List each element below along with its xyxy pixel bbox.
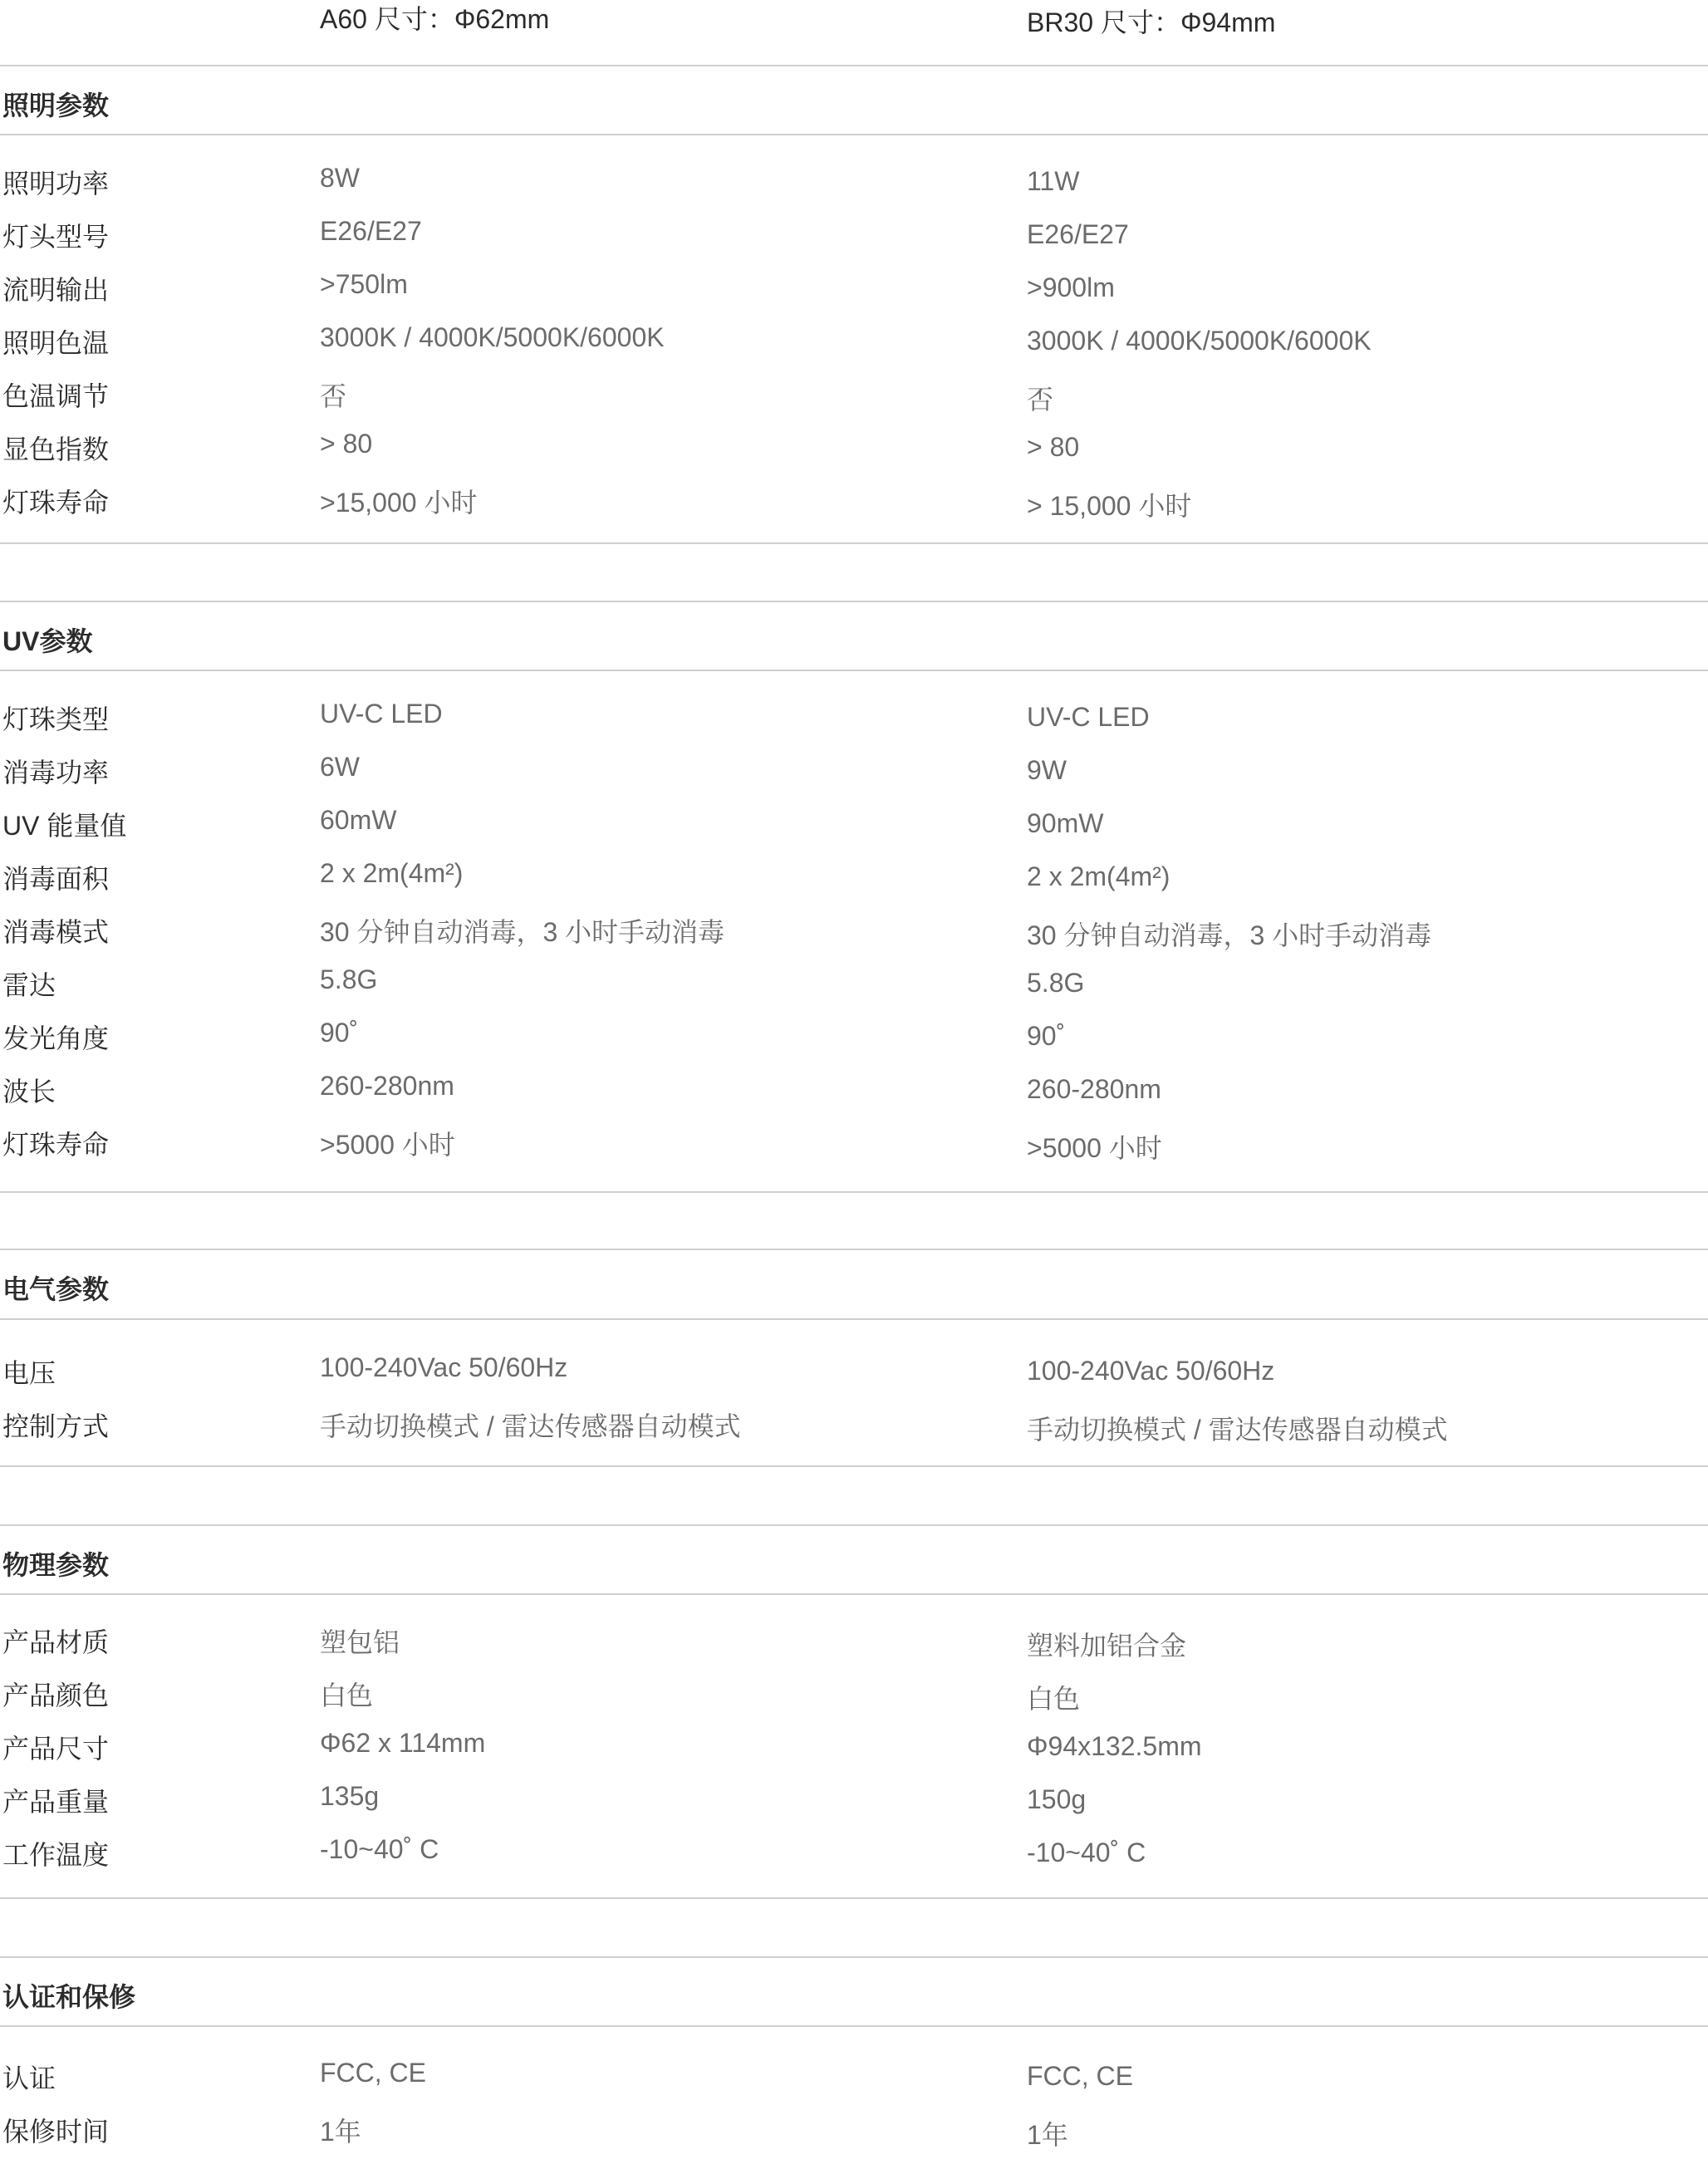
spec-value-a: >5000 小时 <box>320 1130 455 1160</box>
model-header <box>0 0 1708 66</box>
spec-value-b: 1年 <box>1027 2120 1068 2150</box>
spec-value-a: 260-280nm <box>320 1071 454 1101</box>
spec-label: 发光角度 <box>2 1023 110 1053</box>
spec-row <box>0 375 1708 429</box>
model-b-size: BR30 尺寸：Φ94mm <box>1027 7 1276 37</box>
spec-value-b: 5.8G <box>1027 968 1085 998</box>
spec-label: 产品材质 <box>2 1627 110 1657</box>
spec-row <box>0 964 1708 1018</box>
divider <box>0 1249 1708 1250</box>
model-a-size: A60 尺寸：Φ62mm <box>320 4 550 34</box>
spec-value-b: 2 x 2m(4m²) <box>1027 861 1171 891</box>
spec-row <box>0 1675 1708 1728</box>
spec-value-b: 100-240Vac 50/60Hz <box>1027 1356 1275 1386</box>
spec-value-a: 3000K / 4000K/5000K/6000K <box>320 322 665 352</box>
spec-row <box>0 805 1708 858</box>
spec-value-b: 3000K / 4000K/5000K/6000K <box>1027 326 1372 356</box>
spec-label: 电压 <box>2 1358 56 1388</box>
spec-label: 消毒模式 <box>2 917 110 947</box>
spec-value-a: Φ62 x 114mm <box>320 1728 486 1758</box>
spec-label: 消毒面积 <box>2 864 110 894</box>
divider <box>0 1318 1708 1320</box>
spec-label: 雷达 <box>2 970 56 1000</box>
spec-row <box>0 216 1708 269</box>
spec-value-b: -10~40˚ C <box>1027 1838 1146 1867</box>
spec-value-a: UV-C LED <box>320 699 443 729</box>
spec-value-b: 11W <box>1027 166 1080 196</box>
spec-label: 保修时间 <box>2 2117 110 2147</box>
divider <box>0 542 1708 544</box>
spec-row <box>0 1406 1708 1459</box>
spec-value-a: 6W <box>320 752 360 782</box>
section-title-physical: 物理参数 <box>2 1550 110 1580</box>
spec-label: 工作温度 <box>2 1840 110 1870</box>
divider <box>0 1465 1708 1467</box>
spec-label: 灯珠寿命 <box>2 1130 110 1160</box>
spec-table-electrical <box>0 1352 1708 1459</box>
spec-table-certification <box>0 2058 1708 2164</box>
spec-value-b: 90˚ <box>1027 1021 1066 1051</box>
spec-value-a: FCC, CE <box>320 2058 426 2088</box>
spec-value-a: 否 <box>320 381 347 411</box>
spec-table-uv <box>0 699 1708 1177</box>
spec-row <box>0 1352 1708 1406</box>
spec-row <box>0 699 1708 752</box>
spec-value-b: 260-280nm <box>1027 1074 1161 1104</box>
spec-label: 灯头型号 <box>2 222 110 252</box>
spec-value-b: >5000 小时 <box>1027 1133 1162 1163</box>
spec-value-b: 90mW <box>1027 808 1104 838</box>
spec-row <box>0 1834 1708 1887</box>
spec-row <box>0 429 1708 482</box>
spec-row <box>0 911 1708 964</box>
section-title-electrical: 电气参数 <box>2 1274 110 1304</box>
spec-row <box>0 322 1708 375</box>
divider <box>0 1191 1708 1193</box>
divider <box>0 670 1708 671</box>
spec-value-b: > 15,000 小时 <box>1027 491 1192 521</box>
spec-label: 照明色温 <box>2 328 110 358</box>
spec-value-b: Φ94x132.5mm <box>1027 1731 1202 1761</box>
spec-value-a: >750lm <box>320 269 408 299</box>
spec-label: 显色指数 <box>2 434 110 464</box>
spec-value-a: 手动切换模式 / 雷达传感器自动模式 <box>320 1411 741 1441</box>
spec-value-b: E26/E27 <box>1027 219 1129 249</box>
spec-label: 消毒功率 <box>2 758 110 788</box>
spec-value-b: FCC, CE <box>1027 2061 1133 2091</box>
spec-label: 流明输出 <box>2 275 110 305</box>
spec-label: UV 能量值 <box>2 811 127 841</box>
divider <box>0 2025 1708 2027</box>
spec-label: 控制方式 <box>2 1411 110 1441</box>
spec-label: 波长 <box>2 1077 56 1107</box>
spec-row <box>0 269 1708 322</box>
spec-table-lighting <box>0 163 1708 535</box>
divider <box>0 601 1708 602</box>
spec-label: 产品重量 <box>2 1787 110 1817</box>
spec-value-b: 手动切换模式 / 雷达传感器自动模式 <box>1027 1415 1448 1445</box>
spec-value-a: 白色 <box>320 1681 374 1710</box>
spec-value-b: 30 分钟自动消毒，3 小时手动消毒 <box>1027 920 1432 950</box>
spec-value-a: > 80 <box>320 429 373 459</box>
section-title-uv: UV参数 <box>2 626 93 656</box>
spec-value-a: 1年 <box>320 2117 361 2147</box>
spec-value-a: 8W <box>320 163 360 193</box>
spec-value-a: 2 x 2m(4m²) <box>320 858 464 888</box>
spec-row <box>0 482 1708 535</box>
spec-row <box>0 1781 1708 1834</box>
spec-label: 产品尺寸 <box>2 1734 110 1764</box>
spec-row <box>0 1124 1708 1177</box>
spec-label: 灯珠类型 <box>2 704 110 734</box>
divider <box>0 1897 1708 1899</box>
spec-row <box>0 1728 1708 1781</box>
spec-value-a: 60mW <box>320 805 397 835</box>
spec-label: 色温调节 <box>2 381 110 411</box>
spec-value-b: 白色 <box>1027 1684 1081 1714</box>
spec-value-a: 100-240Vac 50/60Hz <box>320 1352 568 1382</box>
spec-row <box>0 2058 1708 2111</box>
spec-label: 灯珠寿命 <box>2 488 110 518</box>
spec-value-b: UV-C LED <box>1027 702 1150 732</box>
spec-value-a: E26/E27 <box>320 216 422 246</box>
spec-row <box>0 752 1708 805</box>
spec-value-b: >900lm <box>1027 272 1115 302</box>
spec-label: 认证 <box>2 2063 56 2093</box>
spec-row <box>0 163 1708 216</box>
divider <box>0 1524 1708 1526</box>
spec-value-a: 5.8G <box>320 964 378 994</box>
spec-value-a: 30 分钟自动消毒，3 小时手动消毒 <box>320 917 725 947</box>
divider <box>0 1956 1708 1958</box>
divider <box>0 134 1708 135</box>
divider <box>0 1593 1708 1595</box>
spec-row <box>0 1622 1708 1675</box>
divider <box>0 65 1708 66</box>
spec-row <box>0 2111 1708 2164</box>
section-title-lighting: 照明参数 <box>2 91 110 120</box>
spec-row <box>0 1071 1708 1124</box>
spec-value-a: 90˚ <box>320 1018 359 1048</box>
spec-row <box>0 1018 1708 1071</box>
spec-value-b: > 80 <box>1027 432 1080 462</box>
spec-label: 照明功率 <box>2 169 110 199</box>
spec-value-a: >15,000 小时 <box>320 488 478 518</box>
spec-value-b: 150g <box>1027 1784 1087 1814</box>
spec-label: 产品颜色 <box>2 1681 110 1710</box>
spec-value-a: 135g <box>320 1781 380 1811</box>
spec-value-b: 否 <box>1027 385 1054 415</box>
spec-row <box>0 858 1708 911</box>
section-title-certification: 认证和保修 <box>2 1982 136 2012</box>
spec-value-a: 塑包铝 <box>320 1627 400 1657</box>
spec-table-physical <box>0 1622 1708 1887</box>
spec-value-b: 9W <box>1027 755 1067 785</box>
spec-value-a: -10~40˚ C <box>320 1834 439 1864</box>
spec-value-b: 塑料加铝合金 <box>1027 1631 1187 1661</box>
